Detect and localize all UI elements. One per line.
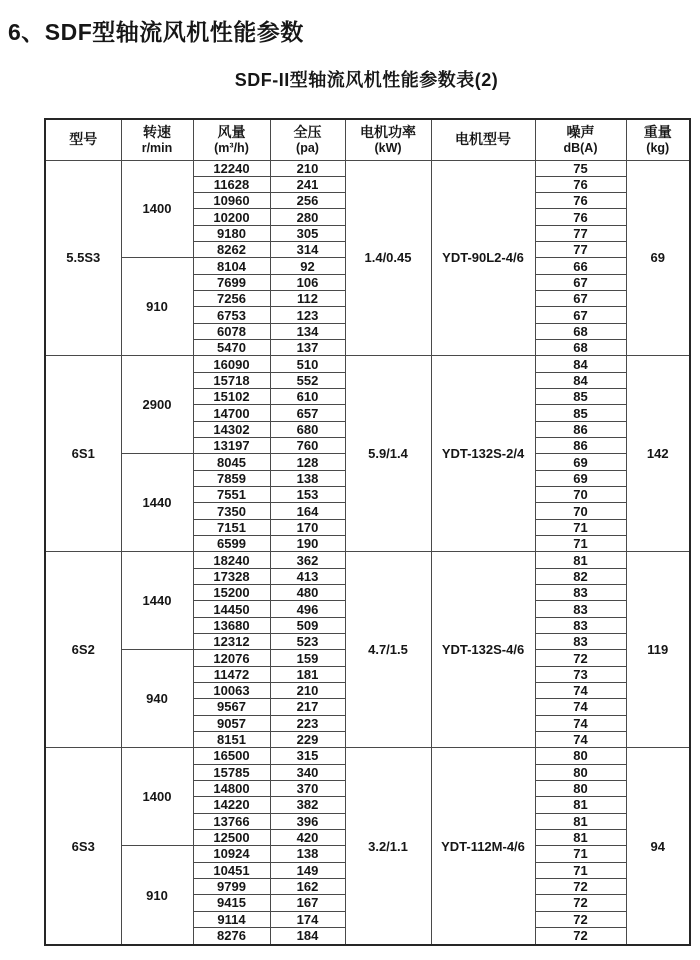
airflow-cell: 9415 [193, 895, 270, 911]
column-header-power [345, 119, 431, 160]
pressure-cell: 552 [270, 372, 345, 388]
pressure-cell: 92 [270, 258, 345, 274]
airflow-cell: 12312 [193, 634, 270, 650]
power-cell: 1.4/0.45 [345, 160, 431, 356]
airflow-cell: 7151 [193, 519, 270, 535]
airflow-cell: 15785 [193, 764, 270, 780]
noise-cell: 70 [535, 503, 626, 519]
airflow-cell: 8262 [193, 242, 270, 258]
pressure-cell: 314 [270, 242, 345, 258]
noise-cell: 85 [535, 389, 626, 405]
noise-cell: 76 [535, 193, 626, 209]
airflow-cell: 14800 [193, 780, 270, 796]
airflow-cell: 7350 [193, 503, 270, 519]
noise-cell: 66 [535, 258, 626, 274]
speed-cell: 910 [121, 258, 193, 356]
airflow-cell: 13766 [193, 813, 270, 829]
noise-cell: 76 [535, 209, 626, 225]
speed-cell: 1440 [121, 552, 193, 650]
power-cell: 3.2/1.1 [345, 748, 431, 945]
airflow-cell: 6753 [193, 307, 270, 323]
column-header-speed [121, 119, 193, 160]
airflow-cell: 6599 [193, 536, 270, 552]
pressure-cell: 480 [270, 585, 345, 601]
pressure-cell: 159 [270, 650, 345, 666]
pressure-cell: 162 [270, 878, 345, 894]
pressure-cell: 149 [270, 862, 345, 878]
pressure-cell: 370 [270, 780, 345, 796]
airflow-cell: 10063 [193, 683, 270, 699]
noise-cell: 81 [535, 552, 626, 568]
weight-cell: 69 [626, 160, 690, 356]
column-header-weight [626, 119, 690, 160]
noise-cell: 74 [535, 699, 626, 715]
data-row [45, 356, 690, 372]
pressure-cell: 657 [270, 405, 345, 421]
airflow-cell: 15200 [193, 585, 270, 601]
airflow-cell: 10924 [193, 846, 270, 862]
column-label: 转速 [143, 123, 171, 140]
airflow-cell: 12240 [193, 160, 270, 176]
pressure-cell: 184 [270, 927, 345, 945]
noise-cell: 84 [535, 356, 626, 372]
noise-cell: 71 [535, 519, 626, 535]
pressure-cell: 164 [270, 503, 345, 519]
airflow-cell: 7256 [193, 291, 270, 307]
pressure-cell: 210 [270, 160, 345, 176]
pressure-cell: 241 [270, 176, 345, 192]
airflow-cell: 11628 [193, 176, 270, 192]
airflow-cell: 17328 [193, 568, 270, 584]
pressure-cell: 256 [270, 193, 345, 209]
noise-cell: 80 [535, 764, 626, 780]
power-cell: 4.7/1.5 [345, 552, 431, 748]
column-label: 噪声 [566, 123, 595, 140]
noise-cell: 68 [535, 323, 626, 339]
airflow-cell: 8276 [193, 927, 270, 945]
pressure-cell: 509 [270, 617, 345, 633]
column-label: 电机型号 [455, 131, 511, 148]
airflow-cell: 18240 [193, 552, 270, 568]
noise-cell: 76 [535, 176, 626, 192]
noise-cell: 74 [535, 683, 626, 699]
noise-cell: 71 [535, 846, 626, 862]
airflow-cell: 11472 [193, 666, 270, 682]
airflow-cell: 7551 [193, 487, 270, 503]
pressure-cell: 413 [270, 568, 345, 584]
motor-cell: YDT-132S-2/4 [431, 356, 535, 552]
pressure-cell: 523 [270, 634, 345, 650]
fan-performance-table [44, 118, 691, 946]
airflow-cell: 10960 [193, 193, 270, 209]
pressure-cell: 510 [270, 356, 345, 372]
data-row [45, 552, 690, 568]
pressure-cell: 340 [270, 764, 345, 780]
noise-cell: 67 [535, 291, 626, 307]
pressure-cell: 106 [270, 274, 345, 290]
airflow-cell: 15102 [193, 389, 270, 405]
model-cell: 6S2 [45, 552, 121, 748]
model-cell: 5.5S3 [45, 160, 121, 356]
column-label: 全压 [293, 123, 322, 140]
noise-cell: 72 [535, 878, 626, 894]
noise-cell: 75 [535, 160, 626, 176]
noise-cell: 83 [535, 634, 626, 650]
airflow-cell: 14450 [193, 601, 270, 617]
pressure-cell: 362 [270, 552, 345, 568]
airflow-cell: 9567 [193, 699, 270, 715]
column-unit: (kW) [374, 140, 402, 155]
noise-cell: 72 [535, 927, 626, 945]
noise-cell: 82 [535, 568, 626, 584]
noise-cell: 77 [535, 242, 626, 258]
table-title: SDF-II型轴流风机性能参数表(2) [234, 70, 499, 90]
noise-cell: 85 [535, 405, 626, 421]
pressure-cell: 496 [270, 601, 345, 617]
airflow-cell: 13197 [193, 438, 270, 454]
speed-cell: 940 [121, 650, 193, 748]
motor-cell: YDT-132S-4/6 [431, 552, 535, 748]
pressure-cell: 760 [270, 438, 345, 454]
airflow-cell: 10451 [193, 862, 270, 878]
pressure-cell: 280 [270, 209, 345, 225]
pressure-cell: 229 [270, 731, 345, 747]
airflow-cell: 14302 [193, 421, 270, 437]
weight-cell: 94 [626, 748, 690, 945]
pressure-cell: 315 [270, 748, 345, 764]
noise-cell: 71 [535, 536, 626, 552]
airflow-cell: 16500 [193, 748, 270, 764]
pressure-cell: 170 [270, 519, 345, 535]
pressure-cell: 382 [270, 797, 345, 813]
noise-cell: 83 [535, 601, 626, 617]
column-label: 型号 [69, 131, 98, 148]
data-row [45, 748, 690, 764]
airflow-cell: 9799 [193, 878, 270, 894]
airflow-cell: 15718 [193, 372, 270, 388]
airflow-cell: 14700 [193, 405, 270, 421]
pressure-cell: 137 [270, 340, 345, 356]
pressure-cell: 174 [270, 911, 345, 927]
column-unit: dB(A) [563, 140, 598, 155]
speed-cell: 1440 [121, 454, 193, 552]
pressure-cell: 396 [270, 813, 345, 829]
speed-cell: 1400 [121, 160, 193, 258]
column-label: 重量 [643, 123, 672, 140]
airflow-cell: 9180 [193, 225, 270, 241]
speed-cell: 1400 [121, 748, 193, 846]
pressure-cell: 181 [270, 666, 345, 682]
column-header-pressure [270, 119, 345, 160]
noise-cell: 72 [535, 895, 626, 911]
noise-cell: 73 [535, 666, 626, 682]
noise-cell: 81 [535, 813, 626, 829]
noise-cell: 86 [535, 421, 626, 437]
model-cell: 6S3 [45, 748, 121, 945]
noise-cell: 69 [535, 454, 626, 470]
pressure-cell: 680 [270, 421, 345, 437]
noise-cell: 81 [535, 797, 626, 813]
airflow-cell: 8151 [193, 731, 270, 747]
pressure-cell: 138 [270, 846, 345, 862]
pressure-cell: 217 [270, 699, 345, 715]
motor-cell: YDT-112M-4/6 [431, 748, 535, 945]
airflow-cell: 5470 [193, 340, 270, 356]
noise-cell: 67 [535, 307, 626, 323]
noise-cell: 69 [535, 470, 626, 486]
header-row [45, 119, 690, 160]
noise-cell: 84 [535, 372, 626, 388]
pressure-cell: 153 [270, 487, 345, 503]
pressure-cell: 223 [270, 715, 345, 731]
airflow-cell: 12076 [193, 650, 270, 666]
noise-cell: 68 [535, 340, 626, 356]
column-header-motor [431, 119, 535, 160]
airflow-cell: 7859 [193, 470, 270, 486]
column-unit: (m³/h) [214, 140, 249, 155]
airflow-cell: 16090 [193, 356, 270, 372]
noise-cell: 81 [535, 829, 626, 845]
airflow-cell: 14220 [193, 797, 270, 813]
column-header-noise [535, 119, 626, 160]
airflow-cell: 10200 [193, 209, 270, 225]
noise-cell: 72 [535, 650, 626, 666]
airflow-cell: 9057 [193, 715, 270, 731]
pressure-cell: 305 [270, 225, 345, 241]
noise-cell: 71 [535, 862, 626, 878]
pressure-cell: 610 [270, 389, 345, 405]
column-label: 风量 [217, 123, 246, 140]
weight-cell: 119 [626, 552, 690, 748]
table-head [45, 119, 690, 160]
page-heading: 6、SDF型轴流风机性能参数 [8, 19, 304, 45]
noise-cell: 67 [535, 274, 626, 290]
pressure-cell: 167 [270, 895, 345, 911]
document-page [0, 14, 700, 960]
noise-cell: 72 [535, 911, 626, 927]
pressure-cell: 138 [270, 470, 345, 486]
noise-cell: 86 [535, 438, 626, 454]
airflow-cell: 12500 [193, 829, 270, 845]
pressure-cell: 134 [270, 323, 345, 339]
weight-cell: 142 [626, 356, 690, 552]
table-body [45, 160, 690, 945]
speed-cell: 910 [121, 846, 193, 945]
noise-cell: 83 [535, 585, 626, 601]
noise-cell: 80 [535, 748, 626, 764]
column-unit: (kg) [646, 140, 670, 155]
noise-cell: 77 [535, 225, 626, 241]
model-cell: 6S1 [45, 356, 121, 552]
speed-cell: 2900 [121, 356, 193, 454]
airflow-cell: 13680 [193, 617, 270, 633]
noise-cell: 74 [535, 731, 626, 747]
pressure-cell: 190 [270, 536, 345, 552]
column-unit: (pa) [296, 140, 319, 155]
column-unit: r/min [141, 140, 173, 155]
noise-cell: 74 [535, 715, 626, 731]
motor-cell: YDT-90L2-4/6 [431, 160, 535, 356]
noise-cell: 83 [535, 617, 626, 633]
pressure-cell: 210 [270, 683, 345, 699]
noise-cell: 80 [535, 780, 626, 796]
pressure-cell: 112 [270, 291, 345, 307]
column-label: 电机功率 [360, 123, 416, 140]
column-header-model [45, 119, 121, 160]
airflow-cell: 9114 [193, 911, 270, 927]
airflow-cell: 7699 [193, 274, 270, 290]
noise-cell: 70 [535, 487, 626, 503]
pressure-cell: 123 [270, 307, 345, 323]
power-cell: 5.9/1.4 [345, 356, 431, 552]
data-row [45, 160, 690, 176]
pressure-cell: 128 [270, 454, 345, 470]
column-header-airflow [193, 119, 270, 160]
pressure-cell: 420 [270, 829, 345, 845]
airflow-cell: 6078 [193, 323, 270, 339]
airflow-cell: 8104 [193, 258, 270, 274]
airflow-cell: 8045 [193, 454, 270, 470]
